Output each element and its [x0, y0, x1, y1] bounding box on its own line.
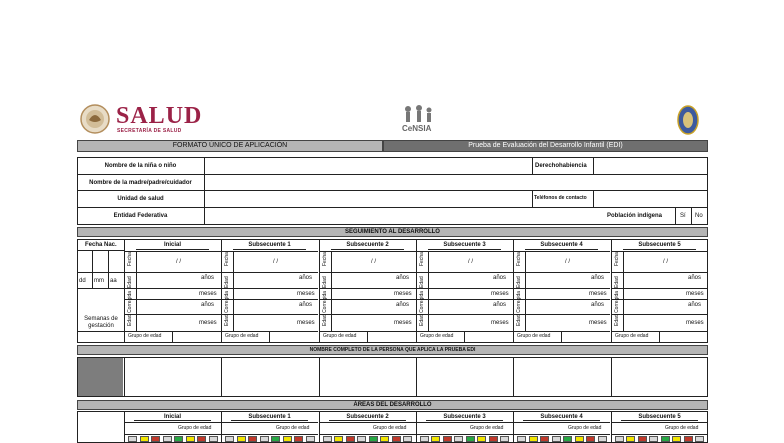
entitlement-field[interactable]: [594, 158, 707, 173]
corrected-age-label: Edad Corregida: [419, 290, 425, 326]
status-swatch[interactable]: [598, 436, 607, 442]
areas-row-line: [513, 434, 610, 435]
row-line: [513, 251, 610, 252]
health-unit-label: Unidad de salud: [117, 196, 164, 202]
date-field[interactable]: / /: [272, 259, 278, 265]
applicant-header: NOMBRE COMPLETO DE LA PERSONA QUE APLICA LA PRUEBA EDI: [77, 345, 708, 355]
row-line: [416, 272, 513, 273]
status-swatch[interactable]: [186, 436, 195, 442]
column-divider: [319, 239, 320, 343]
age-group-divider: [269, 331, 270, 343]
row-line: [124, 288, 221, 289]
areas-row-line: [221, 434, 318, 435]
status-swatch[interactable]: [517, 436, 526, 442]
status-swatch[interactable]: [237, 436, 246, 442]
status-swatch[interactable]: [225, 436, 234, 442]
state-label: Entidad Federativa: [113, 213, 168, 219]
age-label: Edad: [127, 276, 133, 288]
status-swatch[interactable]: [586, 436, 595, 442]
age-group-divider: [561, 331, 562, 343]
row-line: [319, 299, 416, 300]
age-years: años: [591, 275, 605, 281]
areas-header: ÁREAS DEL DESARROLLO: [77, 400, 708, 410]
status-swatch[interactable]: [615, 436, 624, 442]
areas-column-title: Subsecuente 3: [426, 414, 503, 421]
row-line: [319, 251, 416, 252]
date-field[interactable]: / /: [370, 259, 376, 265]
state-field[interactable]: [205, 208, 605, 224]
row-line: [319, 288, 416, 289]
label-divider: [623, 251, 624, 331]
age-group-label: Grupo de edad: [128, 333, 162, 339]
status-swatch[interactable]: [552, 436, 561, 442]
row-line: [319, 314, 416, 315]
age-group-label: Grupo de edad: [615, 333, 649, 339]
birth-month: mm: [94, 278, 104, 284]
status-swatch[interactable]: [357, 436, 366, 442]
row-line: [124, 272, 221, 273]
areas-row-line: [416, 434, 513, 435]
corrected-years: años: [493, 302, 507, 308]
age-months: meses: [199, 291, 217, 297]
phone-label: Teléfonos de contacto: [534, 195, 587, 201]
date-label: Fecha: [614, 252, 620, 266]
row-line: [124, 251, 221, 252]
status-swatch[interactable]: [306, 436, 315, 442]
age-label: Edad: [419, 276, 425, 288]
age-group-divider: [464, 331, 465, 343]
areas-row-line: [416, 422, 513, 423]
column-divider: [611, 239, 612, 343]
areas-row-line: [124, 434, 221, 435]
date-label: Fecha: [322, 252, 328, 266]
row-line: [611, 288, 708, 289]
areas-column-title: Subsecuente 1: [231, 414, 308, 421]
age-years: años: [493, 275, 507, 281]
health-unit-field[interactable]: [205, 191, 531, 206]
row-line: [513, 299, 610, 300]
areas-column-title: Subsecuente 5: [621, 414, 698, 421]
row-line: [513, 288, 610, 289]
areas-divider: [416, 411, 417, 443]
status-swatch[interactable]: [392, 436, 401, 442]
crest-logo: [677, 105, 699, 135]
visit-column-title: Subsecuente 5: [623, 242, 696, 250]
status-swatch[interactable]: [403, 436, 412, 442]
areas-age-group: Grupo de edad: [178, 425, 212, 431]
corrected-months: meses: [686, 320, 704, 326]
age-months: meses: [686, 291, 704, 297]
age-years: años: [688, 275, 702, 281]
status-swatch[interactable]: [174, 436, 183, 442]
label-divider: [136, 251, 137, 331]
censia-logo: [398, 104, 440, 134]
areas-age-group: Grupo de edad: [470, 425, 504, 431]
corrected-years: años: [201, 302, 215, 308]
age-group-label: Grupo de edad: [225, 333, 259, 339]
status-swatch[interactable]: [563, 436, 572, 442]
areas-age-group: Grupo de edad: [276, 425, 310, 431]
crest-icon: [677, 105, 699, 135]
status-swatch[interactable]: [431, 436, 440, 442]
corrected-years: años: [299, 302, 313, 308]
corrected-years: años: [688, 302, 702, 308]
phone-field[interactable]: [594, 191, 707, 206]
areas-column-title: Inicial: [134, 414, 211, 421]
child-name-label: Nombre de la niña o niño: [104, 163, 177, 169]
salud-wordmark: SALUD: [116, 103, 203, 129]
areas-row-line: [221, 422, 318, 423]
row-line: [221, 299, 318, 300]
row-line: [124, 314, 221, 315]
status-swatch[interactable]: [197, 436, 206, 442]
status-swatch[interactable]: [209, 436, 218, 442]
entitlement-label: Derechohabiencia: [535, 163, 587, 169]
age-group-divider: [367, 331, 368, 343]
status-swatch[interactable]: [489, 436, 498, 442]
date-field[interactable]: / /: [467, 259, 473, 265]
corrected-age-label: Edad Corregida: [322, 290, 328, 326]
age-group-divider: [172, 331, 173, 343]
status-swatch[interactable]: [443, 436, 452, 442]
areas-column-title: Subsecuente 4: [523, 414, 600, 421]
age-group-label: Grupo de edad: [517, 333, 551, 339]
age-months: meses: [394, 291, 412, 297]
row-line: [513, 272, 610, 273]
birth-date-label: Fecha Nac.: [85, 242, 117, 248]
corrected-age-label: Edad Corregida: [224, 290, 230, 326]
row-line: [416, 299, 513, 300]
status-swatch[interactable]: [695, 436, 704, 442]
areas-age-group: Grupo de edad: [568, 425, 602, 431]
column-divider: [124, 239, 125, 343]
indigenous-yes[interactable]: Sí: [680, 213, 686, 219]
status-swatch[interactable]: [661, 436, 670, 442]
date-field[interactable]: / /: [662, 259, 668, 265]
corrected-years: años: [591, 302, 605, 308]
corrected-years: años: [396, 302, 410, 308]
row-line: [221, 288, 318, 289]
applicant-name-field[interactable]: [222, 358, 317, 396]
areas-row-line: [611, 434, 708, 435]
status-swatch[interactable]: [420, 436, 429, 442]
visit-column-title: Subsecuente 2: [331, 242, 404, 250]
status-swatch[interactable]: [672, 436, 681, 442]
row-line: [611, 299, 708, 300]
status-swatch[interactable]: [323, 436, 332, 442]
corrected-months: meses: [199, 320, 217, 326]
label-divider: [428, 251, 429, 331]
birth-year: aa: [110, 278, 117, 284]
row-line: [221, 272, 318, 273]
label-divider: [233, 251, 234, 331]
age-years: años: [299, 275, 313, 281]
status-swatch[interactable]: [477, 436, 486, 442]
row-line: [319, 272, 416, 273]
age-group-label: Grupo de edad: [323, 333, 357, 339]
visit-column-title: Inicial: [136, 242, 209, 250]
followup-header: SEGUIMIENTO AL DESARROLLO: [77, 227, 708, 237]
status-swatch[interactable]: [500, 436, 509, 442]
status-swatch[interactable]: [684, 436, 693, 442]
status-swatch[interactable]: [540, 436, 549, 442]
date-field[interactable]: / /: [175, 259, 181, 265]
visit-column-title: Subsecuente 3: [428, 242, 501, 250]
status-swatch[interactable]: [380, 436, 389, 442]
corrected-months: meses: [394, 320, 412, 326]
children-figures-icon: [398, 104, 440, 126]
indigenous-label: Población indígena: [607, 213, 663, 219]
corrected-age-label: Edad Corregida: [614, 290, 620, 326]
areas-divider: [319, 411, 320, 443]
age-label: Edad: [614, 276, 620, 288]
parent-name-field[interactable]: [205, 175, 707, 189]
format-title: FORMATO ÚNICO DE APLICACIÓN: [77, 140, 383, 152]
areas-divider: [124, 411, 125, 443]
status-swatch[interactable]: [369, 436, 378, 442]
shield-logo: [80, 104, 110, 134]
applicant-name-field[interactable]: [320, 358, 415, 396]
label-divider: [525, 251, 526, 331]
areas-column-title: Subsecuente 2: [329, 414, 406, 421]
age-group-label: Grupo de edad: [420, 333, 454, 339]
status-swatch[interactable]: [649, 436, 658, 442]
censia-label: CeNSIA: [402, 124, 432, 133]
age-years: años: [201, 275, 215, 281]
corrected-age-label: Edad Corregida: [127, 290, 133, 326]
applicant-name-field[interactable]: [417, 358, 512, 396]
areas-row-line: [513, 422, 610, 423]
age-years: años: [396, 275, 410, 281]
indigenous-no[interactable]: No: [695, 213, 703, 219]
secretaria-label: SECRETARÍA DE SALUD: [117, 128, 182, 134]
age-months: meses: [297, 291, 315, 297]
age-group-divider: [659, 331, 660, 343]
date-label: Fecha: [224, 252, 230, 266]
visit-column-title: Subsecuente 1: [233, 242, 306, 250]
applicant-name-field[interactable]: [125, 358, 220, 396]
row-line: [221, 251, 318, 252]
applicant-name-field[interactable]: [612, 358, 707, 396]
row-line: [221, 314, 318, 315]
areas-divider: [611, 411, 612, 443]
status-swatch[interactable]: [140, 436, 149, 442]
status-swatch[interactable]: [271, 436, 280, 442]
status-swatch[interactable]: [346, 436, 355, 442]
corrected-age-label: Edad Corregida: [516, 290, 522, 326]
status-swatch[interactable]: [454, 436, 463, 442]
status-swatch[interactable]: [248, 436, 257, 442]
row-line: [124, 299, 221, 300]
status-swatch[interactable]: [575, 436, 584, 442]
date-label: Fecha: [516, 252, 522, 266]
test-title: Prueba de Evaluación del Desarrollo Infantil (EDI): [383, 140, 708, 152]
date-label: Fecha: [419, 252, 425, 266]
corrected-months: meses: [589, 320, 607, 326]
status-swatch[interactable]: [334, 436, 343, 442]
areas-row-line: [611, 422, 708, 423]
date-field[interactable]: / /: [564, 259, 570, 265]
age-label: Edad: [516, 276, 522, 288]
age-label: Edad: [322, 276, 328, 288]
status-swatch[interactable]: [163, 436, 172, 442]
status-swatch[interactable]: [466, 436, 475, 442]
column-divider: [221, 239, 222, 343]
corrected-months: meses: [491, 320, 509, 326]
status-swatch[interactable]: [638, 436, 647, 442]
row-line: [416, 314, 513, 315]
areas-row-line: [319, 434, 416, 435]
label-divider: [331, 251, 332, 331]
column-divider: [416, 239, 417, 343]
status-swatch[interactable]: [626, 436, 635, 442]
eagle-seal-icon: [80, 104, 110, 134]
areas-row-line: [124, 422, 221, 423]
areas-divider: [221, 411, 222, 443]
gestation-label: Semanas de gestación: [84, 316, 118, 329]
corrected-months: meses: [297, 320, 315, 326]
child-name-field[interactable]: [205, 158, 531, 173]
row-line: [416, 251, 513, 252]
age-label: Edad: [224, 276, 230, 288]
applicant-name-field[interactable]: [514, 358, 609, 396]
areas-row-line: [319, 422, 416, 423]
areas-divider: [513, 411, 514, 443]
status-swatch[interactable]: [529, 436, 538, 442]
date-label: Fecha: [127, 252, 133, 266]
status-swatch[interactable]: [151, 436, 160, 442]
age-months: meses: [589, 291, 607, 297]
row-line: [416, 288, 513, 289]
row-line: [513, 314, 610, 315]
status-swatch[interactable]: [260, 436, 269, 442]
column-divider: [513, 239, 514, 343]
areas-age-group: Grupo de edad: [373, 425, 407, 431]
parent-name-label: Nombre de la madre/padre/cuidador: [89, 180, 192, 186]
applicant-gray-cell: [78, 358, 123, 396]
birth-day: dd: [79, 278, 86, 284]
row-line: [611, 314, 708, 315]
visit-column-title: Subsecuente 4: [525, 242, 598, 250]
status-swatch[interactable]: [128, 436, 137, 442]
areas-age-group: Grupo de edad: [665, 425, 699, 431]
row-line: [611, 272, 708, 273]
age-months: meses: [491, 291, 509, 297]
status-swatch[interactable]: [294, 436, 303, 442]
status-swatch[interactable]: [283, 436, 292, 442]
row-line: [611, 251, 708, 252]
